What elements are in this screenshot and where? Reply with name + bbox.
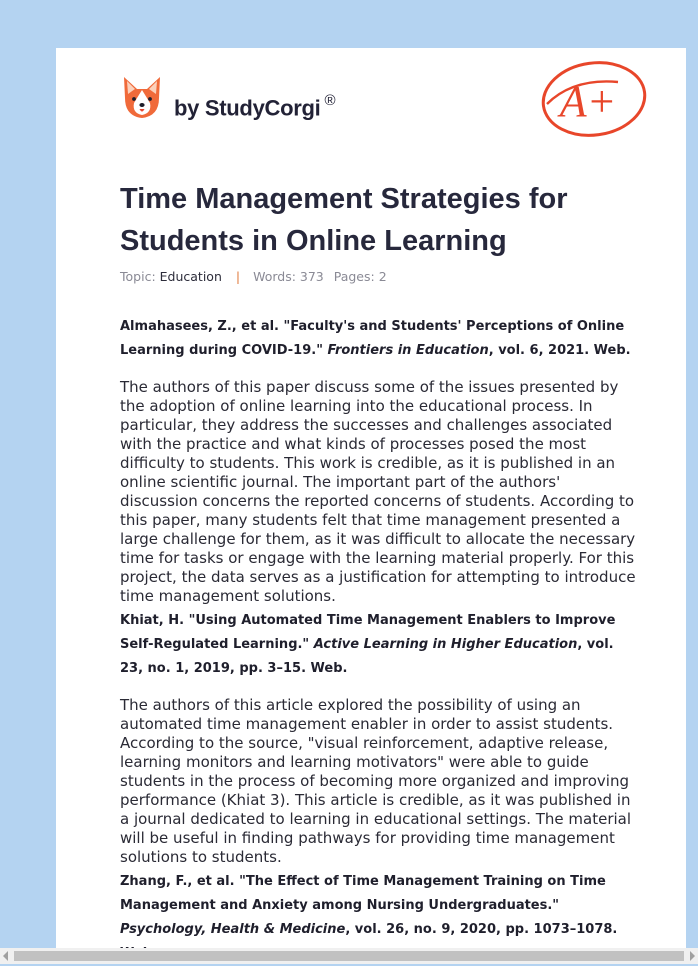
corgi-logo-icon [122, 76, 162, 120]
document-page [56, 48, 686, 948]
scrollbar-thumb[interactable] [14, 951, 684, 961]
brand-name: by StudyCorgi ® [174, 92, 336, 121]
annotation-paragraph: The authors of this article explored the possibility of using an automated time management enabler in order to assist students. According to the source, "visual reinforcement, adaptive release, learning monitors and learning motivators" were able to guide students in the process of becoming more organized and improving performance (Khiat 3). This article is credible, as it was published in a journal dedicated to learning in educational settings. The material will be useful in finding pathways for providing time management solutions to students. [120, 696, 632, 866]
svg-text:A+: A+ [559, 77, 617, 126]
grade-stamp [538, 58, 648, 140]
scroll-left-icon[interactable] [3, 951, 8, 961]
citation: Khiat, H. "Using Automated Time Management Enablers to Improve Self-Regulated Learning." Active Learning in Higher Education, vol. 23, no. 1, 2019, pp. 3–15. Web. [120, 613, 616, 676]
document-title: Time Management Strategies for Students in Online Learning [120, 183, 568, 257]
scroll-right-icon[interactable] [690, 951, 695, 961]
document-body [120, 315, 640, 966]
annotation-paragraph: The authors of this paper discuss some of the issues presented by the adoption of online learning into the educational process. In particular, they address the successes and challenges associated with the practice and what kinds of processes posed the most difficulty to students. This work is credible, as it is published in an online scientific journal. The important part of the authors' discussion concerns the reported concerns of students. According to this paper, many students felt that time management presented a large challenge for them, as it was difficult to allocate the necessary time for tasks or engage with the learning material properly. For this project, the data serves as a justification for attempting to introduce time management solutions. [120, 378, 636, 605]
topic-link[interactable]: Education [159, 269, 222, 284]
horizontal-scrollbar[interactable] [0, 948, 698, 964]
citation: Zhang, F., et al. "The Effect of Time Management Training on Time Management and Anxiety among Nursing Undergraduates." Psychology, Health & Medicine, vol. 26, no. 9, 2020, pp. 1073–1078. [120, 874, 618, 937]
citation: Almahasees, Z., et al. "Faculty's and Students' Perceptions of Online Learning during COVID-19." Frontiers in Education, vol. 6, 2021. Web. [120, 319, 631, 358]
document-meta: Topic: Education | Words: 373 Pages: 2 [120, 269, 387, 284]
